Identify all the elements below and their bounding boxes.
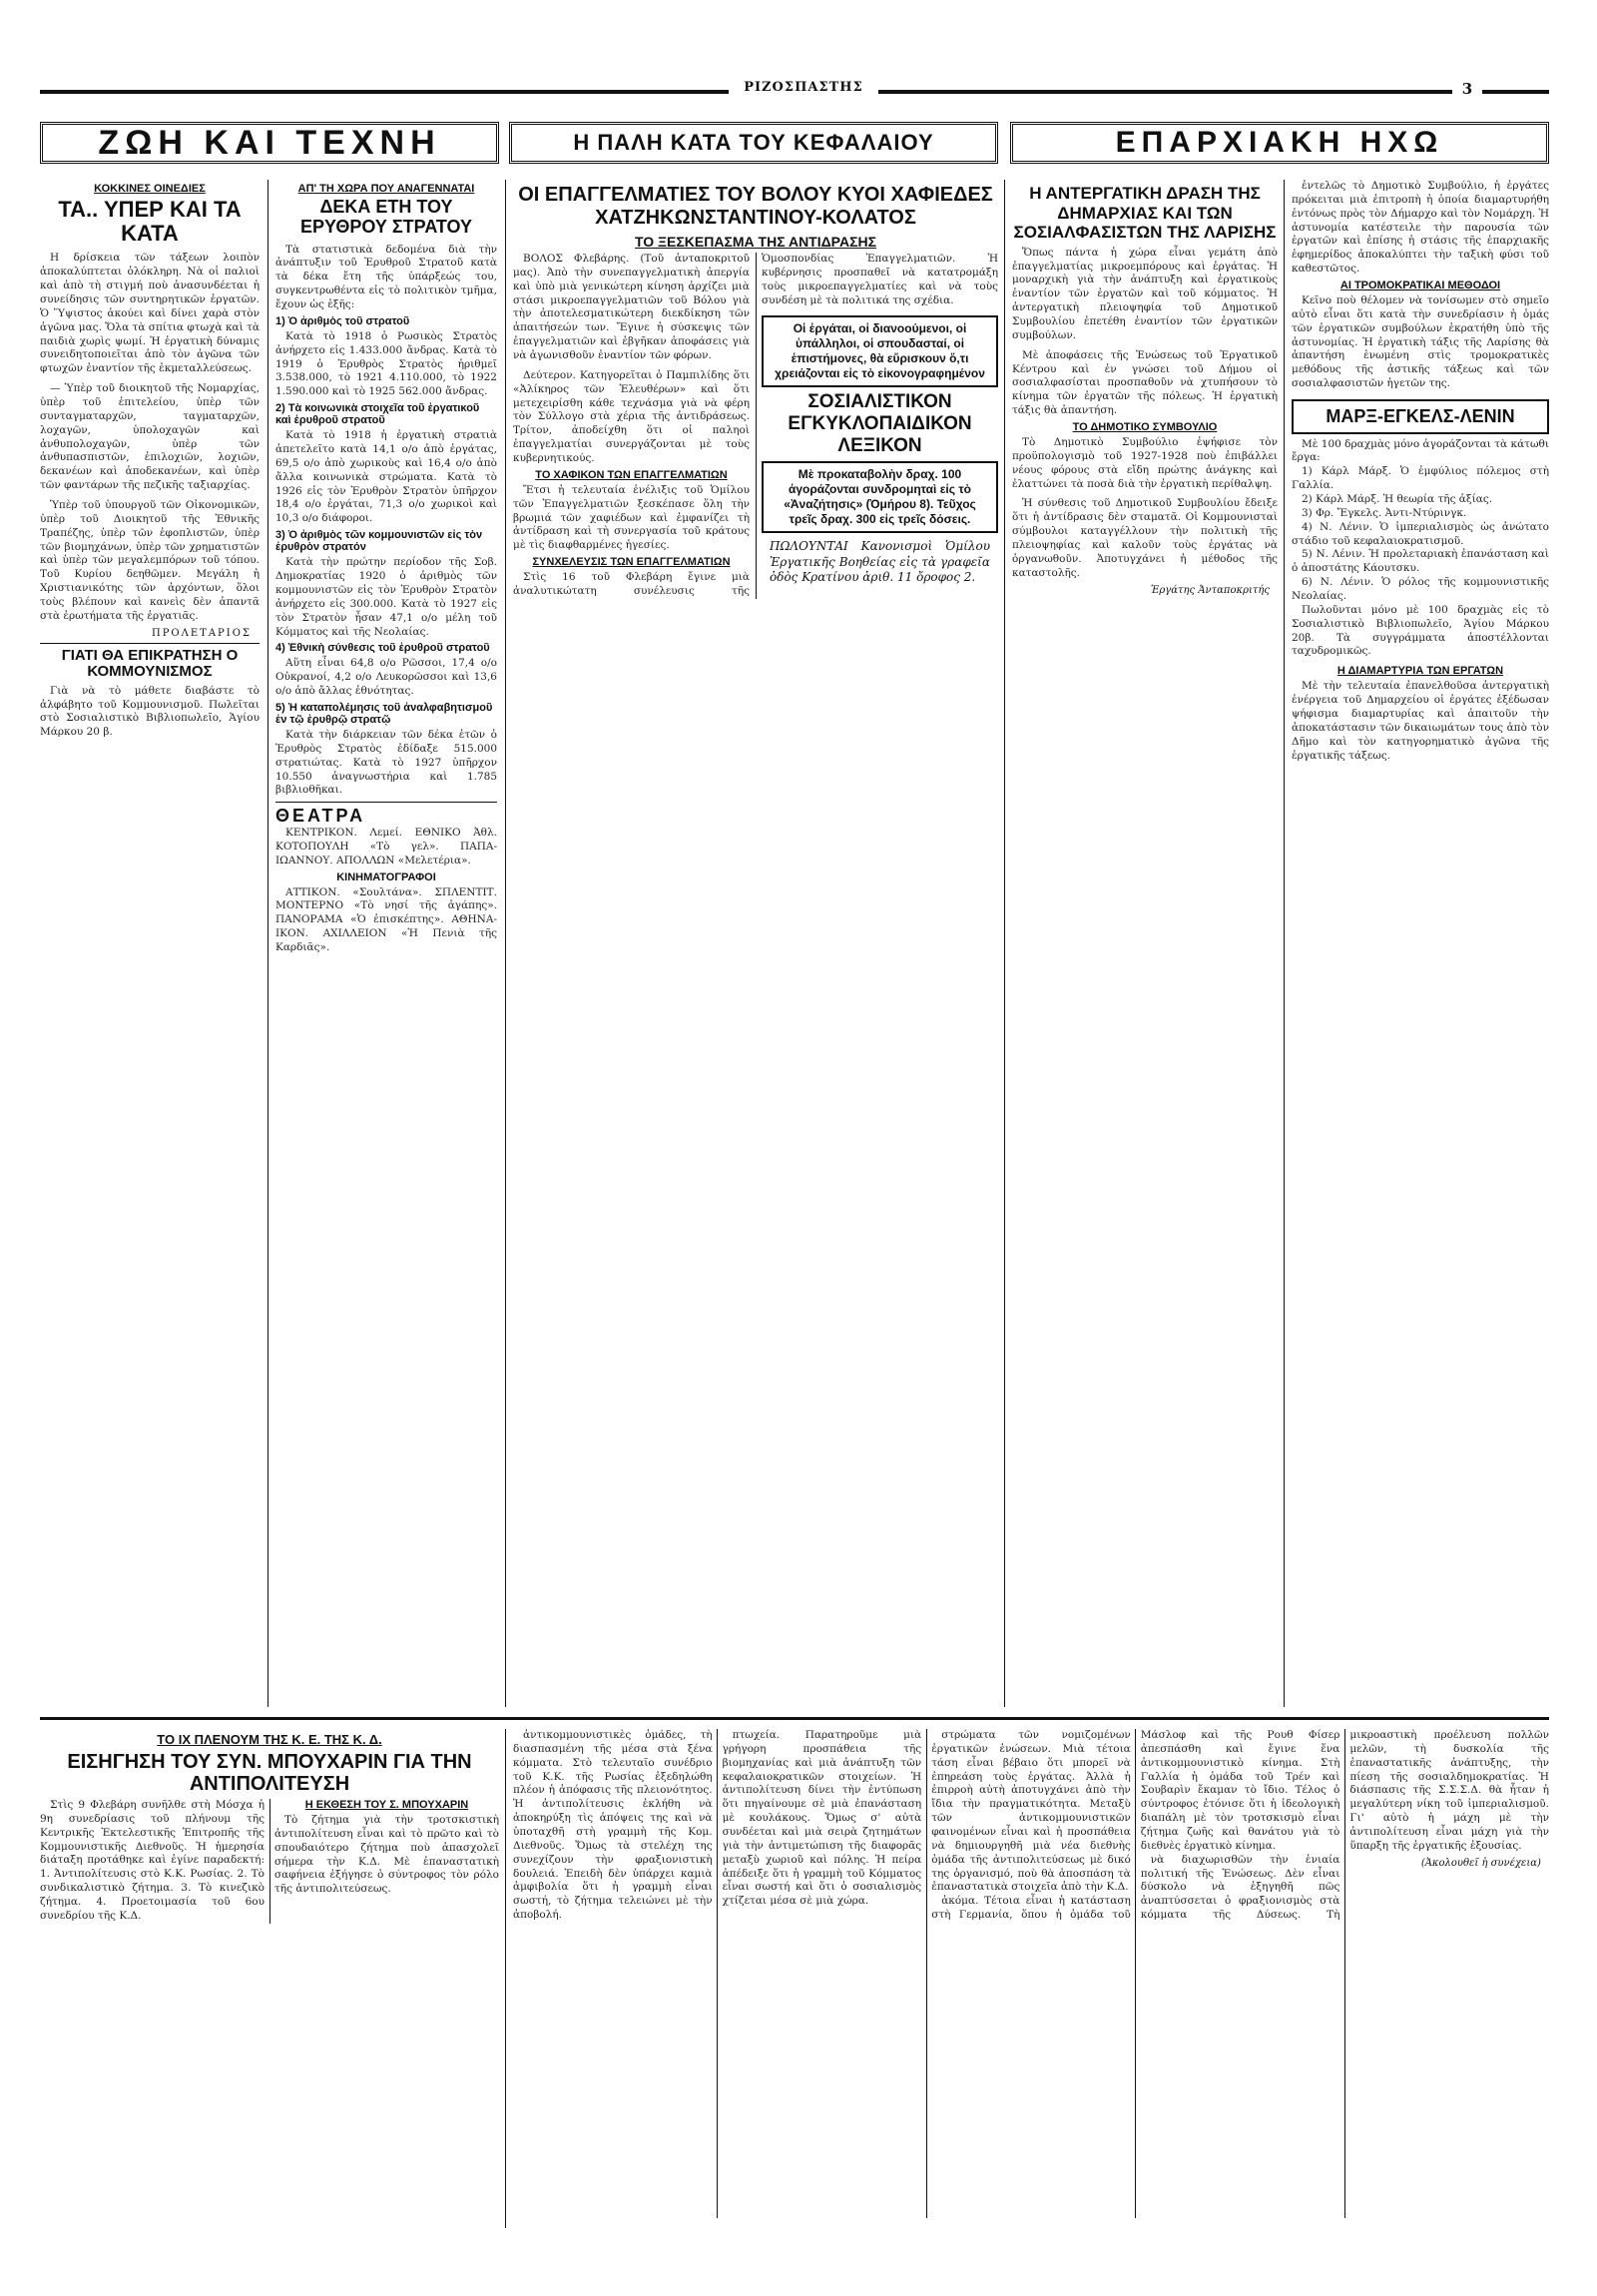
article-body: Δεύτερον. Κατηγορεῖται ὁ Παμπιλίδης ὅτι «Ἀλίκηρος τῶν Ἐλευθέρων» καὶ ὅτι μετεχειρίσθη κάθε τεχνάσμα γιὰ νὰ φέρη τὸν Σύλλογο στὰ χέρια τῆς ἀντιδράσεως. Τρίτον, ἀποδείχθη ὅτι οἱ παληοὶ ἐπαγγελματίαι συνεργάζονται μὲ τοὺς κυβερνητικούς.: [513, 368, 750, 465]
article-body: Στὶς 16 τοῦ Φλεβάρη ἔγινε μιὰ ἀναλυτικώτατη συνέλευσις τῆς Ὁμοσπονδίας Ἐπαγγελματιῶν. Ἡ κυβέρνησις προσπαθεῖ νὰ κατατρομάξη τοὺς μικροεπαγγελματίες καὶ νὰ τοὺς συνδέση μὲ τὰ πολιτικά της σχέδια.: [513, 253, 998, 598]
column-volos: [513, 180, 998, 1707]
book-list-item: 4) Ν. Λένιν. Ὁ ἰμπεριαλισμὸς ὡς ἀνώτατο στάδιο τοῦ κεφαλαιοκρατισμοῦ.: [1292, 520, 1549, 547]
section-heading: 5) Ἡ καταπολέμησις τοῦ ἀναλφαβητισμοῦ ἐν τῷ ἐρυθρῷ στρατῷ: [275, 701, 493, 726]
book-list-item: 1) Κάρλ Μάρξ. Ὁ ἐμφύλιος πόλεμος στὴ Γαλλία.: [1292, 465, 1549, 492]
continued-note: (Ἀκολουθεῖ ἡ συνέχεια): [1420, 1857, 1541, 1869]
article-body: Ὑπὲρ τοῦ ὑπουργοῦ τῶν Οἰκονομικῶν, ὑπὲρ τοῦ Διοικητοῦ τῆς Ἐθνικῆς Τραπέζης, ὑπὲρ τῶν ἐφοπλιστῶν, ὑπὲρ τῶν βιομηχάνων, ὑπὲρ τῶν χρηματιστῶν καὶ ὑπὲρ τῶν μεγαλεμπόρων τοῦ τόπου. Τοῦ Κυρίου δεηθῶμεν. Μεγάλη ἡ Χριστιανικότης τῶν ἀρχόντων, ὅλοι τοὺς βλέπουν καὶ κανεὶς δὲν ἀπαντᾶ στὰ ἐρωτήματα τῆς ἐργατιᾶς.: [40, 498, 260, 622]
article-body: Κατὰ τὴν πρώτην περίοδον τῆς Σοβ. Δημοκρατίας 1920 ὁ ἀριθμὸς τῶν κομμουνιστῶν εἰς τὸν Ἐρυθρὸν Στρατὸν ἀνήρχετο εἰς 300.000. Κατὰ τὸ 1927 εἰς τὸν Στρατὸν ἦσαν 47,1 ο/ο μέλη τοῦ Κόμματος καὶ τῆς Νεολαίας.: [275, 556, 497, 638]
cinema-heading: ΚΙΝΗΜΑΤΟΓΡΑΦΟΙ: [336, 870, 436, 883]
article-body: Στὶς 9 Φλεβάρη συνῆλθε στὴ Μόσχα ἡ 9η συνεδρίασις τοῦ πλήνουμ τῆς Κεντρικῆς Ἐκτελεστικῆς Ἐπιτροπῆς τῆς Κομμουνιστικῆς Διεθνοῦς. Ἡ ἡμερησία διάταξη προτάθηκε καὶ ἐγίνε παραδεκτή: 1. Ἀντιπολίτευσις στὸ Κ.Κ. Ρωσίας. 2. Τὸ συνδικαλιστικὸ ζήτημα. 3. Τὸ κινεζικὸ ζήτημα. 4. Προετοιμασία τοῦ 6ου συνεδρίου τῆς Κ.Δ.: [40, 1799, 265, 1922]
section-heading: ΤΟ ΧΑΦΙΚΟΝ ΤΩΝ ΕΠΑΓΓΕΛΜΑΤΙΩΝ: [535, 468, 728, 481]
column-rule: [505, 180, 506, 1707]
column-misc: [1292, 180, 1549, 1707]
section-header-middle: Η ΠΑΛΗ ΚΑΤΑ ΤΟΥ ΚΕΦΑΛΑΙΟΥ: [509, 122, 998, 164]
article-kicker: ΑΠ' ΤΗ ΧΩΡΑ ΠΟΥ ΑΝΑΓΕΝΝΑΤΑΙ: [297, 183, 475, 195]
section-heading: 3) Ὁ ἀριθμὸς τῶν κομμουνιστῶν εἰς τὸν ἐρυθρὸν στρατόν: [275, 529, 483, 554]
article-body: ἀντικομμουνιστικὲς ὁμάδες, τὴ διασπασμένη τῆς μέσα στὰ ξένα κόμματα. Στὸ τελευταῖο συνέδριο τοῦ Κ.Κ. τῆς Ρωσίας ἐξεδηλώθη πλέον ἡ ἀπόφασις τῆς πλειονότητος. Ἡ ἀντιπολίτευσις ἐκλήθη νὰ ἀποκηρύξη τὶς ἀπόψεις της καὶ νὰ ὑποταχθῆ στὴ γραμμὴ τῆς Κομ. Διεθνοῦς. Ὅμως τὰ στελέχη της συνεχίζουν τὴν φραξιονιστικὴ δουλειά. Ἐπειδὴ δὲν ὑπάρχει καμιὰ ἀμφιβολία ὅτι ἡ γραμμὴ εἶναι σωστή, τὸ ζήτημα τελειώνει μὲ τὴν ἀποβολή.: [513, 1729, 713, 1922]
column-rule: [267, 180, 268, 1707]
paper-name: ΡΙΖΟΣΠΑΣΤΗΣ: [729, 80, 878, 95]
article-title: ΓΙΑΤΙ ΘΑ ΕΠΙΚΡΑΤΗΣΗ Ο ΚΟΜΜΟΥΝΙΣΜΟΣ: [61, 646, 239, 681]
article-body: στρώματα τῶν νομιζομένων ἐργατικῶν ἐνώσεων. Μιὰ τέτοια τάση εἶναι βέβαιο ὅτι μπορεῖ νὰ ἐπηρεάση τοὺς ἐργάτας. Ἀλλὰ ἡ ἐπιρροὴ αὐτὴ ἀποτυγχάνει ἀπὸ τὴν ἴδια τὴν πραγματικότητα. Μεταξὺ τῶν ἀντικομμουνιστικῶν φαινομένων εἶναι καὶ ἡ προσπάθεια νὰ δημιουργηθῆ μιὰ νέα διεθνὴς ὁμάδα τῆς ἀντιπολιτεύσεως μὲ δικό της ὀργανισμό, ποὺ θὰ ἀποσπάση τὰ ἐπαναστατικὰ στοιχεῖα ἀπὸ τὴν Κ.Δ.: [931, 1729, 1131, 1894]
article-body: Αὕτη εἶναι 64,8 ο/ο Ρῶσσοι, 17,4 ο/ο Οὐκρανοί, 4,2 ο/ο Λευκορῶσσοι καὶ 13,6 ο/ο ἀπὸ ἄλλας ἐθνότητας.: [275, 657, 497, 698]
book-ad-outro: Πωλοῦνται μόνο μὲ 100 δραχμὰς εἰς τὸ Σοσιαλιστικὸ Βιβλιοπωλεῖο, Ἁγίου Μάρκου 20β. Τὰ συγγράμματα ἀποστέλλονται ταχυδρομικῶς.: [1292, 603, 1549, 658]
article-body: Ὅπως πάντα ἡ χώρα εἶναι γεμάτη ἀπὸ ἐπαγγελματίας μικροεμπόρους καὶ ἐργάτας. Ἡ μοναρχικὴ γιὰ τὴν ἀνάπτυξη καὶ ἐργατικοὺς ἐναντίον τῶν ἐργατῶν καὶ τοῦ κόμματος. Ἡ ἀντεργατικὴ πλειοψηφία τοῦ Δημοτικοῦ Συμβουλίου ἐπετέθη ἐναντίον τῶν ἐργατικῶν συμβούλων.: [1012, 246, 1278, 341]
article-body: ἀκόμα. Τέτοια εἶναι ἡ κατάσταση στὴ Γερμανία, ὅπου ἡ ὁμάδα τοῦ Μάσλοφ καὶ τῆς Ρουθ Φίσερ ἀπεσπάσθη καὶ ἔγινε ἕνα ἀντικομμουνιστικὸ κίνημα. Στὴ Γαλλία ἡ ὁμάδα τοῦ Τρέν καὶ Σουβαρὶν ἔκαμαν τὸ ἴδιο. Τέλος ὁ σύντροφος ἐτόνισε ὅτι ἡ ἰδεολογικὴ διαπάλη μὲ τὸν τροτσκισμὸ εἶναι ζήτημα ζωῆς καὶ θανάτου γιὰ τὸ διεθνὲς ἐργατικὸ κίνημα.: [931, 1729, 1340, 1922]
article-subtitle: ΤΟ ΞΕΣΚΕΠΑΣΜΑ ΤΗΣ ΑΝΤΙΔΡΑΣΗΣ: [634, 234, 877, 250]
newspaper-page: [40, 80, 1549, 2236]
column-rule: [1284, 180, 1285, 1707]
article-body: Μὲ τὴν τελευταία ἐπανελθοῦσα ἀντεργατικὴ ἐνέργεια τοῦ Δημαρχείου οἱ ἐργάτες ἐξέδωσαν ψήφισμα διαμαρτυρίας καὶ ἀπαιτοῦν τὴν ἀποκατάστασιν τῶν δικαιωμάτων τους ἀπὸ τὸν Δῆμο καὶ τὸν κατηγορηματικὸ ἀγῶνα τῆς ἐργατικῆς τάξεως.: [1292, 680, 1549, 762]
column-red-army: [275, 180, 497, 1707]
section-heading: 1) Ὁ ἀριθμὸς τοῦ στρατοῦ: [275, 314, 410, 327]
section-heading: Η ΕΚΘΕΣΗ ΤΟΥ Σ. ΜΠΟΥΧΑΡΙΝ: [304, 1799, 469, 1811]
page-number: 3: [1452, 80, 1482, 98]
book-ad-intro: Μὲ 100 δραχμὰς μόνο ἀγοράζονται τὰ κάτωθι ἔργα:: [1292, 437, 1549, 464]
bukharin-article-continuation: [513, 1729, 1549, 2228]
section-heading: 4) Ἐθνικὴ σύνθεσις τοῦ ἐρυθροῦ στρατοῦ: [275, 642, 490, 655]
article-title: ΕΙΣΗΓΗΣΗ ΤΟΥ ΣΥΝ. ΜΠΟΥΧΑΡΙΝ ΓΙΑ ΤΗΝ ΑΝΤΙΠΟΛΙΤΕΥΣΗ: [67, 1751, 472, 1795]
cinema-listing: ΑΤΤΙΚΟΝ. «Σουλτάνα». ΣΠΛΕΝΤΙΤ. ΜΟΝΤΕΡΝΟ «Τὸ νησί τῆς ἀγάπης». ΠΑΝΟΡΑΜΑ «Ὁ ἐπισκέπτης». ΑΘΗΝΑ-ΙΚΟΝ. ΑΧΙΛΛΕΙΟΝ «Ἡ Πενιὰ τῆς Καρδιᾶς».: [275, 885, 497, 954]
theatre-listing: ΚΕΝΤΡΙΚΟΝ. Λεμεί. ΕΘΝΙΚΟ Ἀθλ. ΚΟΤΟΠΟΥΛΗ «Τὸ γελ». ΠΑΠΑ-ΙΩΑΝΝΟΥ. ΑΠΟΛΛΩΝ «Μελετέρια».: [275, 827, 497, 866]
divider: [275, 802, 497, 803]
article-kicker: ΤΟ ΙΧ ΠΛΕΝΟΥΜ ΤΗΣ Κ. Ε. ΤΗΣ Κ. Δ.: [157, 1732, 382, 1747]
article-title: ΟΙ ΕΠΑΓΓΕΛΜΑΤΙΕΣ ΤΟΥ ΒΟΛΟΥ ΚΥΟΙ ΧΑΦΙΕΔΕΣ ΧΑΤΖΗΚΩΝΣΤΑΝΤΙΝΟΥ-ΚΟΛΑΤΟΣ: [518, 184, 993, 229]
column-rule: [505, 1729, 506, 2228]
article-signature: Ἐργάτης Ἀνταποκριτής: [1150, 584, 1270, 596]
article-body: Ἔτσι ἡ τελευταία ἐνέλιξις τοῦ Ὁμίλου τῶν Ἐπαγγελματιῶν ξεσκέπασε ὅλη τὴν βρωμιά τῶν χαφιέδων καὶ ἐμφανίζει τὴ ἀντίδραση καὶ τὴ συνεργασία τοῦ κράτους μὲ τὶς διαφθαρμένες ἡγεσίες.: [513, 483, 750, 552]
article-body: ΒΟΛΟΣ Φλεβάρης. (Τοῦ ἀνταποκριτοῦ μας). Ἀπὸ τὴν συνεπαγγελματικὴ ἀπεργία καὶ ὑπὸ μιὰ γενικώτερη κίνηση ἀρχίζει μιὰ στάσι μικροεπαγγελματιῶν τοῦ Βόλου γιὰ τὴν ἀποτελεσματικώτερη διεκδίκηση τῶν ἀπαιτήσεών των. Ἔγινε ἡ σύσκεψις τῶν ἐπαγγελματιῶν καὶ ἐβγῆκαν ἀποφάσεις γιὰ νὰ ἀγωνισθοῦν ἐναντίον τῶν φόρων.: [513, 253, 750, 362]
book-ad-title: ΜΑΡΞ-ΕΓΚΕΛΣ-ΛΕΝΙΝ: [1292, 399, 1549, 434]
ad-title: ΣΟΣΙΑΛΙΣΤΙΚΟΝ ΕΓΚΥΚΛΟΠΑΙΔΙΚΟΝ ΛΕΞΙΚΟΝ: [788, 391, 972, 457]
article-signature: ΠΡΟΛΕΤΑΡΙΟΣ: [151, 627, 252, 639]
ad-body: Μὲ προκαταβολὴν δραχ. 100 ἀγοράζονται συνδρομηταὶ εἰς τὸ «Ἀναζήτησις» (Ὀμήρου 8). Τεῦχος τρεῖς δραχ. 300 εἰς τρεῖς δόσεις.: [762, 461, 998, 533]
article-body: Τὰ στατιστικὰ δεδομένα διὰ τὴν ἀνάπτυξιν τοῦ Ἐρυθροῦ Στρατοῦ κατὰ τὰ δέκα ἔτη τῆς ὑπάρξεώς του, συγκεντρωθέντα εἰς τὸ πολιτικὸν τμῆμα, ἔχουν ὡς ἑξῆς:: [275, 243, 497, 311]
section-heading: ΣΥΝΧΕΛΕΥΣΙΣ ΤΩΝ ΕΠΑΓΓΕΛΜΑΤΙΩΝ: [532, 556, 731, 569]
divider: [40, 643, 260, 644]
article-body: Γιὰ νὰ τὸ μάθετε διαβάστε τὸ ἀλφάβητο τοῦ Κομμουνισμοῦ. Πωλεῖται στὸ Σοσιαλιστικὸ Βιβλιοπωλεῖο, Ἁγίου Μάρκου 20 β.: [40, 684, 260, 739]
column-life-and-art: [40, 180, 260, 1707]
article-kicker: ΚΟΚΚΙΝΕΣ ΟΙΝΕΔΙΕΣ: [94, 183, 206, 195]
book-list-item: 3) Φρ. Ἔγκελς. Ἀντι-Ντύρινγκ.: [1302, 506, 1467, 519]
article-body: νὰ διαχωρισθῶν τὴν ἑνιαία πολιτική τῆς Ἑνώσεως. Δὲν εἶναι δύσκολο νὰ ἐξηγηθῆ πῶς ἀναπτύσσεται ὁ φραξιονισμὸς στὰ κόμματα τῆς Δύσεως. Τὴ μικροαστικὴ προέλευση πολλῶν μελῶν, τὴ δυσκολία τῆς ἐπαναστατικῆς ἀνάπτυξης, τὴν πίεση τῆς σοσιαλδημοκρατίας. Ἡ διάσπασις τῆς Σ.Σ.Σ.Δ. θὰ ἦταν ἡ μεγαλύτερη νίκη τοῦ ἰμπεριαλισμοῦ. Γι' αὐτὸ ἡ μάχη μὲ τὴν ἀντιπολίτευση εἶναι μάχη γιὰ τὴν ὕπαρξη τῆς ἐργατικῆς ἐξουσίας.: [1140, 1729, 1549, 1922]
book-list-item: 2) Κάρλ Μάρξ. Ἡ θεωρία τῆς ἀξίας.: [1302, 492, 1493, 505]
theatre-heading: ΘΕΑΤΡΑ: [275, 806, 366, 827]
section-header-right: ΕΠΑΡΧΙΑΚΗ ΗΧΩ: [1010, 122, 1549, 164]
article-body: Τὸ Δημοτικὸ Συμβούλιο ἐψήφισε τὸν προϋπολογισμὸ τοῦ 1927-1928 ποὺ ἐπιβάλλει νέους φόρους στὰ εἴδη πρώτης ἀνάγκης καὶ ἐλαττώνει τὰ ποσὰ διὰ τὴν ἐργατικὴ περίθαλψη.: [1012, 435, 1278, 490]
section-heading: ΑΙ ΤΡΟΜΟΚΡΑΤΙΚΑΙ ΜΕΘΟΔΟΙ: [1339, 280, 1501, 292]
article-body: πτωχεία. Παρατηροῦμε μιὰ γρήγορη προσπάθεια τῆς βιομηχανίας καὶ μιὰ ἀνάπτυξη τῶν κεφαλαιοκρατικῶν στοιχείων. Ἡ ἀντιπολίτευση δίνει τὴν ἐντύπωση ὅτι πηγαίνουμε σὲ μιὰ ἐπανάσταση μὲ κουλάκους. Ὅμως σ' αὐτὰ συνδέεται καὶ μιὰ σειρὰ ζητημάτων γιὰ τὴν ἀντιμετώπιση τῆς διαφορᾶς μεταξὺ χωριοῦ καὶ πόλης. Ἡ πείρα ἀπέδειξε ὅτι ἡ γραμμὴ τοῦ Κόμματος εἶναι σωστή καὶ ὅτι ὁ σοσιαλισμὸς χτίζεται μέσα σὲ μιὰ χώρα.: [722, 1729, 922, 1908]
article-body: Η δρίσκεια τῶν τάξεων λοιπὸν ἀποκαλύπτεται ὁλόκληρη. Νὰ οἱ παλιοὶ καὶ ἀπὸ τὴ στιγμή ποὺ ἀνασυνδέεται ἡ συνείδησις τῶν συντηρητικῶν ἐργατῶν. Ὁ Ὕψιστος ἀκούει καὶ δίνει χαρὰ στὸν ἀγῶνα μας. Ὅλα τὰ σπίτια φτωχὰ καὶ τὰ παιδιὰ χωρὶς ψωμί. Ἡ ἐργατικὴ δύναμις συνειδητοποιεῖται ἀπὸ τὸν ἀγῶνα τῶν φτωχῶν ἐναντίον τῆς ἐκμεταλλεύσεως.: [40, 252, 260, 375]
article-title: ΔΕΚΑ ΕΤΗ ΤΟΥ ΕΡΥΘΡΟΥ ΣΤΡΑΤΟΥ: [300, 197, 472, 237]
notice-box: Οἱ ἐργάται, οἱ διανοούμενοι, οἱ ὑπάλληλοι, οἱ σπουδασταί, οἱ ἐπιστήμονες, θὰ εὕρισκουν ὅ,τι χρειάζονται εἰς τὸ εἰκονογραφημένον: [762, 315, 998, 387]
section-heading: 2) Τὰ κοινωνικὰ στοιχεῖα τοῦ ἐργατικοῦ καὶ ἐρυθροῦ στρατοῦ: [275, 402, 480, 427]
sale-notice: ΠΩΛΟΥΝΤΑΙ Κανονισμοὶ Ὁμίλου Ἐργατικῆς Βοηθείας εἰς τὰ γραφεῖα ὁδὸς Κρατίνου ἀριθ. 11 ὄροφος 2.: [770, 538, 990, 585]
article-body: Ἡ σύνθεσις τοῦ Δημοτικοῦ Συμβουλίου ἔδειξε ὅτι ἡ ἀντίδρασις δὲν σταματᾶ. Οἱ Κομμουνισταὶ σύμβουλοι καταγγέλλουν τὴν πολιτικὴ τῆς πλειοψηφίας καὶ καλοῦν τοὺς ἐργάτας νὰ ὀργανωθοῦν. Ἀποτυγχάνει ἡ μέθοδος τῆς καταστολῆς.: [1012, 497, 1278, 579]
article-columns: [40, 1799, 499, 1924]
article-columns: [513, 253, 998, 599]
article-body: — Ὑπὲρ τοῦ διοικητοῦ τῆς Νομαρχίας, ὑπὲρ τοῦ ἐπιτελείου, ὑπὲρ τῶν συνταγματαρχῶν, ταγματαρχῶν, λοχαγῶν, ὑπολοχαγῶν καὶ ἀνθυπολοχαγῶν, ὑπὲρ τῶν ἀνθυπασπιστῶν, ἐπιλοχιῶν, λοχιῶν, δεκανέων καὶ ἀποδεκανέων, καὶ ὑπὲρ τῶν φαντάρων τῆς πεζικῆς ταξιαρχίας.: [40, 382, 260, 492]
article-body: Κατὰ τὸ 1918 ὁ Ρωσικὸς Στρατὸς ἀνήρχετο εἰς 1.433.000 ἄνδρας. Κατὰ τὸ 1919 ὁ Ἐρυθρὸς Στρατὸς ἠριθμεῖ 3.538.000, τὸ 1921 4.110.000, τὸ 1922 1.590.000 καὶ τὸ 1925 562.000 ἄνδρας.: [275, 329, 497, 398]
article-body: ἐντελῶς τὸ Δημοτικὸ Συμβούλιο, ἡ ἐργάτες πρόκειται μιὰ ἐπιτροπὴ ἡ ὁποία διαμαρτυρήθη ἐντόνως πρὸς τὸν Δήμαρχο καὶ τὸν Νομάρχη. Ἡ ἀστυνομία κατέστειλε τὴν παρουσία τῶν ἐργατῶν καὶ ἐπίσης ἡ στάσις τῆς ἐπαρχιακῆς ἐφημερίδος ἀποκαλύπτει τὴν ταξικὴ φύσι τοῦ καθεστῶτος.: [1292, 180, 1549, 276]
section-heading: ΤΟ ΔΗΜΟΤΙΚΟ ΣΥΜΒΟΥΛΙΟ: [1072, 420, 1218, 433]
article-body: Κεῖνο ποὺ θέλομεν νὰ τονίσωμεν στὸ σημεῖο αὐτὸ εἶναι ὅτι κατὰ τὴν συνεδρίασιν ἡ ὁμάς τῶν ἐργατικῶν συμβούλων ἐκρατήθη ὑπὸ τῆς ἀστυνομίας. Ἡ ἐργατικὴ τάξις τῆς Λαρίσης θὰ ἀπαντήση ἑνωμένη στὶς τρομοκρατικὲς μεθόδους τῆς ἀστικῆς τάξεως καὶ τῶν σοσιαλφασιστῶν ἡγετῶν της.: [1292, 294, 1549, 390]
column-rule: [1004, 180, 1005, 1707]
section-header-left: ΖΩΗ ΚΑΙ ΤΕΧΝΗ: [40, 122, 499, 164]
page-divider: [40, 1717, 1549, 1720]
article-body: Κατὰ τὸ 1918 ἡ ἐργατικὴ στρατιὰ ἀπετελεῖτο κατὰ 14,1 ο/ο ἀπὸ ἐργάτας, 69,5 ο/ο ἀπὸ χωρικοὺς καὶ 16,4 ο/ο ἀπὸ ἄλλα κοινωνικὰ στρώματα. Κατὰ τὸ 1926 εἰς τὸν Ἐρυθρὸν Στρατὸν ὑπῆρχον 18,4 ο/ο ἐργάται, 71,3 ο/ο χωρικοὶ καὶ 10,3 ο/ο διάφοροι.: [275, 429, 497, 525]
article-body: Τὸ ζήτημα γιὰ τὴν τροτσκιστικὴ ἀντιπολίτευση εἶναι καὶ τὸ πρῶτο καὶ τὸ σπουδαιότερο ζήτημα ποὺ ἀπασχολεῖ σήμερα τὴν Κ.Δ. Μὲ ἐπαναστατικὴ σαφήνεια ἐξήγησε ὁ σύντροφος τὸν ρόλο τῆς ἀντιπολιτεύσεως.: [274, 1814, 499, 1896]
bukharin-article-head: [40, 1729, 499, 2228]
column-larissa: [1012, 180, 1278, 1707]
article-title: ΤΑ.. ΥΠΕΡ ΚΑΙ ΤΑ ΚΑΤΑ: [58, 197, 242, 247]
masthead-bar: [40, 80, 1549, 102]
book-list-item: 6) Ν. Λένιν. Ὁ ρόλος τῆς κομμουνιστικῆς Νεολαίας.: [1292, 576, 1549, 602]
article-body: Μὲ ἀποφάσεις τῆς Ἐνώσεως τοῦ Ἐργατικοῦ Κέντρου καὶ ἐν γνώσει τοῦ Δήμου οἱ σοσιαλφασίσται προσπαθοῦν νὰ χτυπήσουν τὸ κίνημα τῶν ἐργατῶν τῆς πόλεως. Ἡ ἐργατικὴ τάξις θὰ ἀπαντήση.: [1012, 348, 1278, 417]
article-body: Κατὰ τὴν διάρκειαν τῶν δέκα ἐτῶν ὁ Ἐρυθρὸς Στρατὸς ἐδίδαξε 515.000 στρατιώτας. Κατὰ τὸ 1927 ὑπῆρχον 10.550 ἀναγνωστήρια καὶ 1.785 βιβλιοθῆκαι.: [275, 728, 497, 797]
article-columns: [513, 1729, 1549, 2218]
section-heading: Η ΔΙΑΜΑΡΤΥΡΙΑ ΤΩΝ ΕΡΓΑΤΩΝ: [1336, 665, 1504, 678]
book-list-item: 5) Ν. Λένιν. Ἡ προλεταριακὴ ἐπανάσταση καὶ ὁ ἀποστάτης Κάουτσκυ.: [1292, 548, 1549, 575]
book-list: [1292, 465, 1549, 604]
article-title: Η ΑΝΤΕΡΓΑΤΙΚΗ ΔΡΑΣΗ ΤΗΣ ΔΗΜΑΡΧΙΑΣ ΚΑΙ ΤΩΝ ΣΟΣΙΑΛΦΑΣΙΣΤΩΝ ΤΗΣ ΛΑΡΙΣΗΣ: [1013, 184, 1277, 243]
